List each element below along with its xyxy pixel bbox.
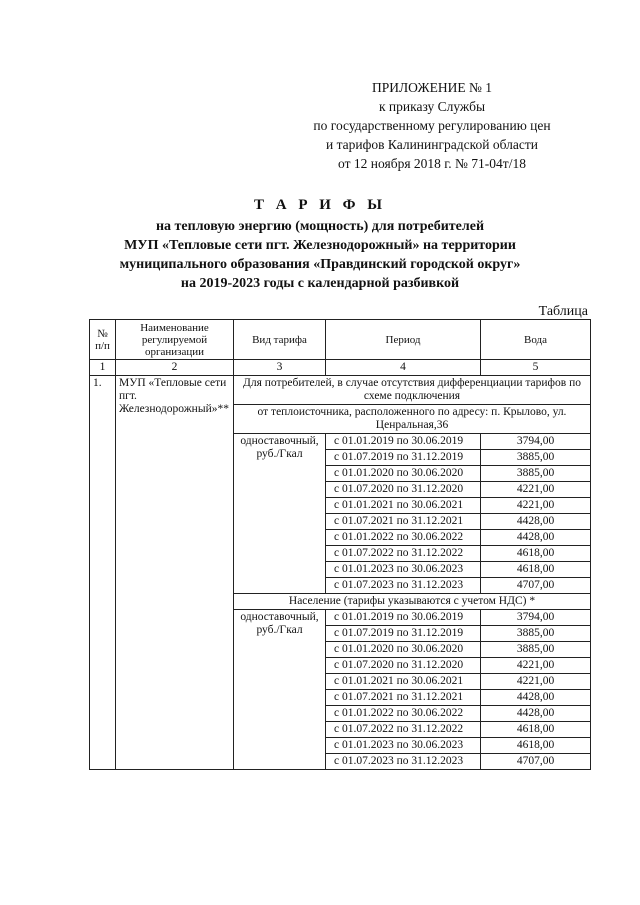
section-population: Население (тарифы указываются с учетом НДС) * — [234, 594, 591, 610]
value-cell: 3885,00 — [481, 642, 591, 658]
value-cell: 3885,00 — [481, 626, 591, 642]
period-cell: с 01.07.2019 по 31.12.2019 — [326, 626, 481, 642]
title-line2: на тепловую энергию (мощность) для потребителей — [155, 219, 485, 234]
period-cell: с 01.01.2022 по 30.06.2022 — [326, 706, 481, 722]
value-cell: 4428,00 — [481, 706, 591, 722]
value-cell: 3794,00 — [481, 610, 591, 626]
title-line5: на 2019-2023 годы с календарной разбивкой — [180, 276, 460, 291]
value-cell: 4221,00 — [481, 498, 591, 514]
period-cell: с 01.07.2021 по 31.12.2021 — [326, 514, 481, 530]
value-cell: 3794,00 — [481, 434, 591, 450]
value-cell: 4221,00 — [481, 482, 591, 498]
col-header-org: Наименование регулируемой организации — [116, 320, 234, 360]
tariff-kind: одноставочный, руб./Гкал — [234, 610, 326, 770]
col-header-num: № п/п — [90, 320, 116, 360]
title-tariffs: Т А Р И Ф Ы — [253, 197, 387, 213]
period-cell: с 01.07.2020 по 31.12.2020 — [326, 658, 481, 674]
period-cell: с 01.07.2023 по 31.12.2023 — [326, 754, 481, 770]
period-cell: с 01.07.2022 по 31.12.2022 — [326, 546, 481, 562]
value-cell: 4618,00 — [481, 738, 591, 754]
value-cell: 4707,00 — [481, 578, 591, 594]
value-cell: 4428,00 — [481, 530, 591, 546]
period-cell: с 01.01.2023 по 30.06.2023 — [326, 562, 481, 578]
value-cell: 4707,00 — [481, 754, 591, 770]
period-cell: с 01.01.2021 по 30.06.2021 — [326, 498, 481, 514]
col-number: 3 — [234, 360, 326, 376]
value-cell: 4221,00 — [481, 658, 591, 674]
col-number: 5 — [481, 360, 591, 376]
period-cell: с 01.01.2020 по 30.06.2020 — [326, 466, 481, 482]
column-number-row — [90, 360, 591, 376]
service-name-line1: по государственному регулированию цен — [313, 118, 551, 133]
period-cell: с 01.07.2021 по 31.12.2021 — [326, 690, 481, 706]
tariff-kind: одноставочный, руб./Гкал — [234, 434, 326, 594]
title-line4: муниципального образования «Правдинский городской округ» — [119, 257, 521, 272]
period-cell: с 01.01.2019 по 30.06.2019 — [326, 434, 481, 450]
tariff-table — [89, 319, 591, 770]
value-cell: 4618,00 — [481, 546, 591, 562]
period-cell: с 01.01.2020 по 30.06.2020 — [326, 642, 481, 658]
document-title — [0, 196, 640, 293]
organization-name: МУП «Тепловые сети пгт. Железнодорожный»** — [116, 376, 234, 770]
row-number: 1. — [90, 376, 116, 770]
appendix-header — [282, 78, 582, 173]
col-header-kind: Вид тарифа — [234, 320, 326, 360]
period-cell: с 01.01.2019 по 30.06.2019 — [326, 610, 481, 626]
col-number: 4 — [326, 360, 481, 376]
table-caption: Таблица — [538, 304, 588, 319]
value-cell: 4618,00 — [481, 722, 591, 738]
value-cell: 4618,00 — [481, 562, 591, 578]
col-header-period: Период — [326, 320, 481, 360]
order-date-number: от 12 ноября 2018 г. № 71-04т/18 — [338, 156, 526, 171]
period-cell: с 01.07.2023 по 31.12.2023 — [326, 578, 481, 594]
period-cell: с 01.07.2020 по 31.12.2020 — [326, 482, 481, 498]
value-cell: 3885,00 — [481, 466, 591, 482]
period-cell: с 01.07.2022 по 31.12.2022 — [326, 722, 481, 738]
period-cell: с 01.01.2023 по 30.06.2023 — [326, 738, 481, 754]
appendix-number: ПРИЛОЖЕНИЕ № 1 — [371, 80, 493, 95]
value-cell: 4221,00 — [481, 674, 591, 690]
value-cell: 4428,00 — [481, 514, 591, 530]
col-header-value: Вода — [481, 320, 591, 360]
title-line3: МУП «Тепловые сети пгт. Железнодорожный» на территории — [124, 238, 516, 253]
col-number: 2 — [116, 360, 234, 376]
heat-source-address: от теплоисточника, расположенного по адресу: п. Крылово, ул. Ценральная,36 — [234, 405, 591, 434]
period-cell: с 01.01.2021 по 30.06.2021 — [326, 674, 481, 690]
order-reference: к приказу Службы — [378, 99, 486, 114]
col-number: 1 — [90, 360, 116, 376]
period-cell: с 01.07.2019 по 31.12.2019 — [326, 450, 481, 466]
value-cell: 4428,00 — [481, 690, 591, 706]
period-cell: с 01.01.2022 по 30.06.2022 — [326, 530, 481, 546]
value-cell: 3885,00 — [481, 450, 591, 466]
section-consumers: Для потребителей, в случае отсутствия дифференциации тарифов по схеме подключения — [234, 376, 591, 405]
service-name-line2: и тарифов Калининградской области — [326, 137, 538, 152]
